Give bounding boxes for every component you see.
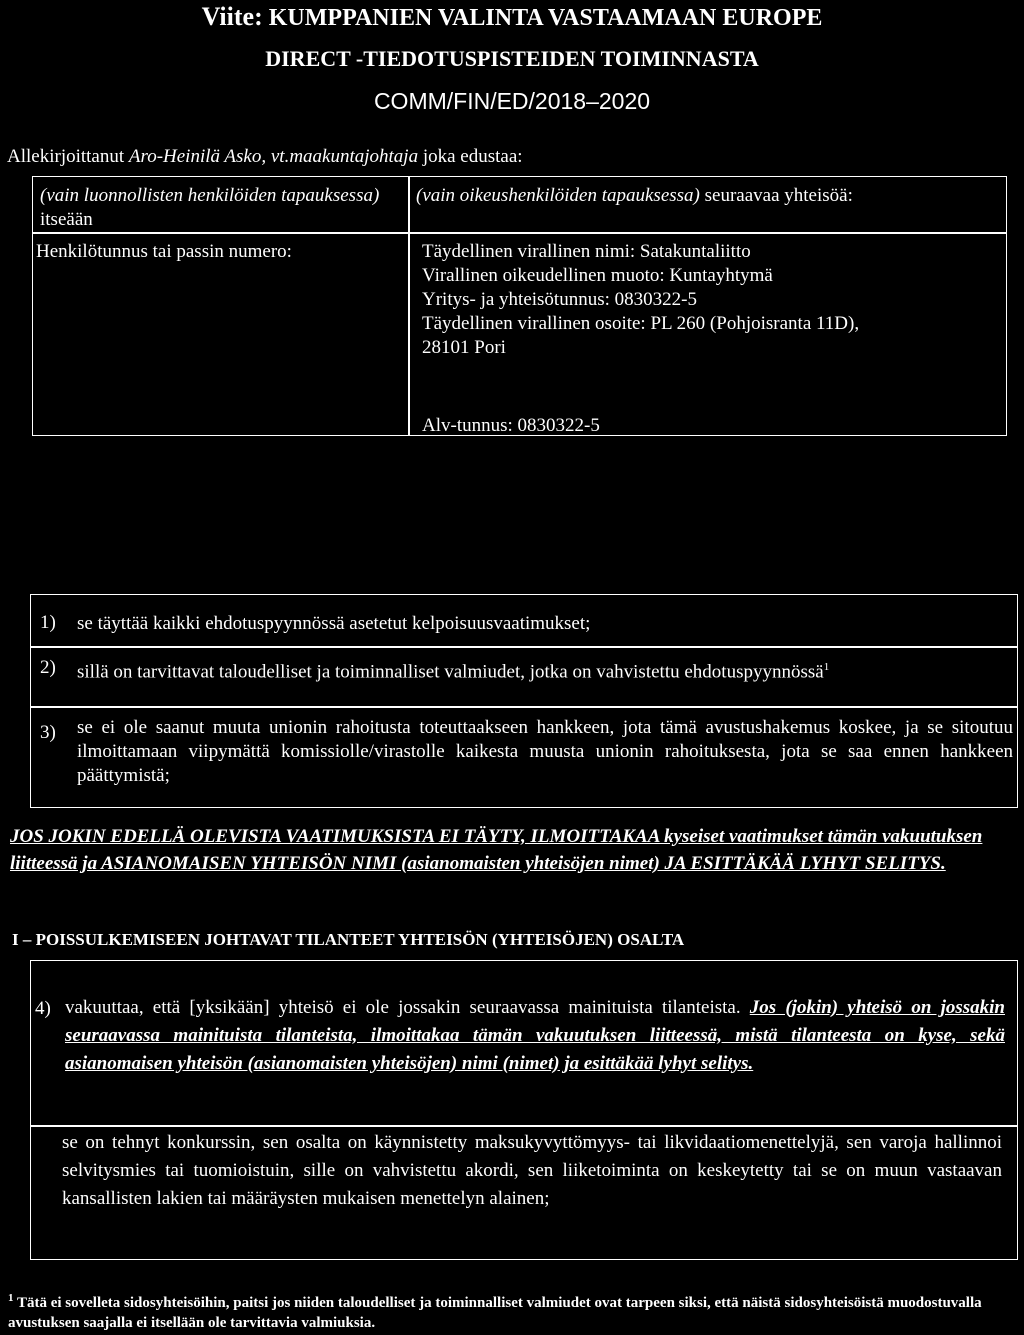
item-4-text bbox=[65, 994, 1005, 1078]
entity-address: Täydellinen virallinen osoite: PL 260 (Pohjoisranta 11D), bbox=[422, 313, 860, 334]
criteria-text-2-body: sillä on tarvittavat taloudelliset ja toiminnalliset valmiudet, jotka on vahvistettu ehdotuspyynnössä bbox=[77, 661, 824, 683]
criteria-text-1: se täyttää kaikki ehdotuspyynnössä asetetut kelpoisuusvaatimukset; bbox=[77, 613, 591, 634]
legal-person-header-italic: (vain oikeushenkilöiden tapauksessa) bbox=[416, 185, 700, 206]
reference-line-1 bbox=[0, 2, 1024, 32]
entity-city: 28101 Pori bbox=[422, 337, 506, 358]
natural-person-header-italic: (vain luonnollisten henkilöiden tapauksessa) bbox=[40, 185, 380, 206]
signer-prefix: Allekirjoittanut bbox=[7, 146, 125, 167]
criteria-number-1: 1) bbox=[40, 612, 56, 633]
entity-details bbox=[422, 240, 1007, 360]
item-a-text: se on tehnyt konkurssin, sen osalta on käynnistetty maksukyvyttömyys- tai likvidaatiomenettelyjä, sen varoja hallinnoi selvitysmies tai tuomioistuin, sille on vahvistettu akordi, sen liiketoiminta on keskeytetty tai se on muun vastaavan kansallisten lakien tai määräysten mukaisen menettelyn alainen; bbox=[62, 1132, 1002, 1209]
signer-suffix: joka edustaa: bbox=[422, 146, 523, 167]
criteria-text-3: se ei ole saanut muuta unionin rahoitusta toteuttaakseen hankkeen, jota tämä avustushakemus koskee, ja se sitoutuu ilmoittamaan viipymättä komissiolle/virastolle kaikesta muusta unionin rahoituksesta, jota se saa ennen hankkeen päättymistä; bbox=[77, 717, 1013, 786]
reference-code: COMM/FIN/ED/2018–2020 bbox=[373, 88, 651, 114]
criteria-number-2: 2) bbox=[40, 657, 56, 678]
footnote-mark: 1 bbox=[8, 1292, 14, 1304]
natural-person-header bbox=[40, 184, 400, 232]
entity-name: Täydellinen virallinen nimi: Satakuntaliitto bbox=[422, 241, 751, 262]
signer-name: Aro-Heinilä Asko, vt.maakuntajohtaja bbox=[128, 146, 419, 167]
footnote bbox=[8, 1288, 1012, 1333]
instruction-text: JOS JOKIN EDELLÄ OLEVISTA VAATIMUKSISTA EI TÄYTY, ILMOITTAKAA kyseiset vaatimukset tämän vakuutuksen liitteessä ja ASIANOMAISEN YHTEISÖN NIMI (asianomaisten yhteisöjen nimet) JA ESITTÄKÄÄ LYHYT SELITYS. bbox=[10, 826, 983, 874]
table-divider-vertical bbox=[408, 176, 410, 436]
legal-person-header bbox=[416, 184, 1001, 208]
item-4-plain: vakuuttaa, että [yksikään] yhteisö ei ole jossakin seuraavassa mainituista tilanteista. bbox=[65, 997, 741, 1018]
reference-prefix: Viite: bbox=[201, 2, 263, 31]
criteria-text-2 bbox=[77, 655, 1013, 684]
reference-line-2: DIRECT -TIEDOTUSPISTEIDEN TOIMINNASTA bbox=[265, 46, 759, 71]
entity-legal-form: Virallinen oikeudellinen muoto: Kuntayhtymä bbox=[422, 265, 773, 286]
legal-person-header-rest: seuraavaa yhteisöä: bbox=[704, 185, 853, 206]
table-divider-horizontal bbox=[32, 232, 1007, 234]
entity-vat: Alv-tunnus: 0830322-5 bbox=[422, 415, 600, 436]
id-number-label: Henkilötunnus tai passin numero: bbox=[36, 241, 292, 262]
footnote-ref: 1 bbox=[823, 661, 830, 673]
footnote-text: Tätä ei sovelleta sidosyhteisöihin, paitsi jos niiden taloudelliset ja toiminnalliset valmiudet ovat tarpeen siksi, että näistä sidosyhteisöistä muodostuvalla avustuksen saajalla ei itsellään ole tarvittavia valmiuksia. bbox=[8, 1295, 982, 1331]
section-heading: I – POISSULKEMISEEN JOHTAVAT TILANTEET YHTEISÖN (YHTEISÖJEN) OSALTA bbox=[12, 930, 685, 949]
entity-business-id: Yritys- ja yhteisötunnus: 0830322-5 bbox=[422, 289, 697, 310]
item-4-emphasis: Jos (jokin) yhteisö on jossakin seuraavassa mainituista tilanteista, ilmoittakaa tämän vakuutuksen liitteessä, mistä tilanteesta on kyse, sekä asianomaisen yhteisön (asianomaisten yhteisöjen) nimi (nimet) ja esittäkää lyhyt selitys. bbox=[65, 997, 1005, 1074]
reference-title: KUMPPANIEN VALINTA VASTAAMAAN EUROPE bbox=[268, 5, 823, 31]
signer-line bbox=[7, 146, 523, 168]
criteria-number-3: 3) bbox=[40, 722, 56, 743]
item-4-number: 4) bbox=[35, 998, 51, 1019]
natural-person-header-rest: itseään bbox=[40, 209, 93, 230]
